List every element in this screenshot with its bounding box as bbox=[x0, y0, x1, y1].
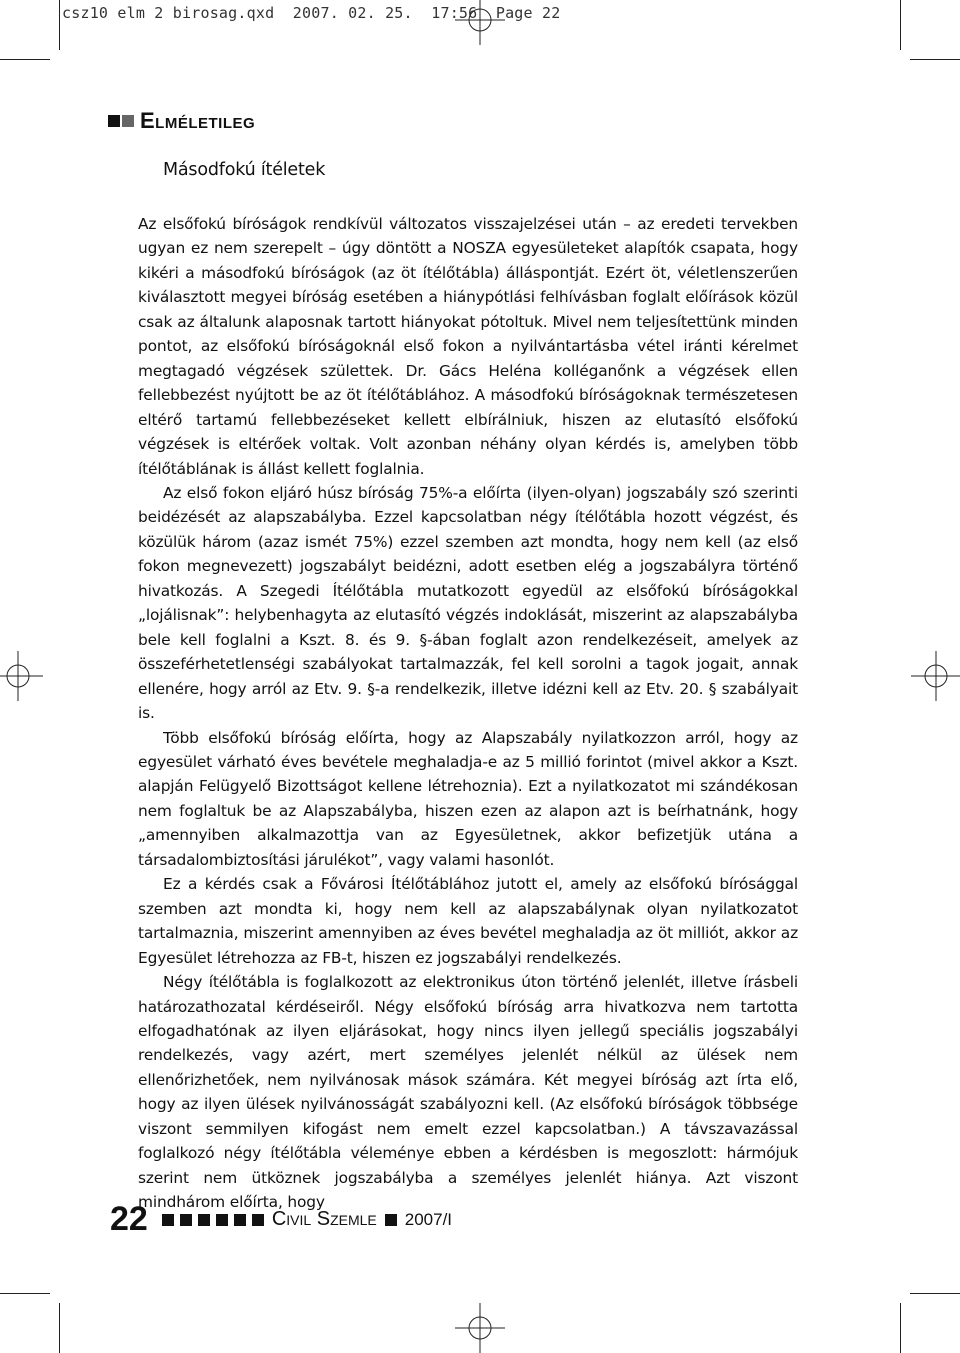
crop-mark-top-right-vertical bbox=[900, 0, 901, 50]
crop-mark-top-right-horizontal bbox=[910, 59, 960, 60]
square-bullet-icon bbox=[198, 1214, 210, 1226]
page-number: 22 bbox=[110, 1200, 148, 1238]
paragraph: Négy ítélőtábla is foglalkozott az elektronikus úton történő jelenlét, illetve írásbeli határozathozatal kérdéseiről. Négy elsőfokú bíróság arra hivatkozva nem tartotta elfogadhatónak az ilyen eljárásokat, hogy nincs ilyen jellegű speciális jogszabályi rendelkezés, vagy azért, mert személyes jelenlét nélkül az ülések nem ellenőrizhetőek, nem nyilvánosak mások számára. Két megyei bíróság azt írta elő, hogy az ilyen ülések nyilvánosságát szabályozni kell. (Az elsőfokú bíróságok többsége viszont semmilyen kifogást nem emelt ezzel kapcsolatban.) A távszavazással foglalkozó négy ítélőtábla véleménye ebben a kérdésben is megoszlott: hármójuk szerint nem ütköznek jogszabályba a személyes jelenlét hiánya. Azt viszont mindhárom előírta, hogy bbox=[138, 973, 798, 1212]
crop-mark-bottom-right-vertical bbox=[900, 1303, 901, 1353]
journal-name: Civil Szemle bbox=[271, 1208, 377, 1230]
registration-mark-bottom bbox=[455, 1303, 505, 1353]
file-slug-line: csz10 elm 2 birosag.qxd 2007. 02. 25. 17:56 Page 22 bbox=[62, 4, 561, 22]
square-bullet-icon bbox=[385, 1214, 397, 1226]
section-heading bbox=[108, 108, 255, 134]
page-footer bbox=[110, 1200, 452, 1239]
square-bullet-icon bbox=[180, 1214, 192, 1226]
registration-mark-right bbox=[911, 651, 960, 701]
registration-mark-left bbox=[0, 651, 43, 701]
paragraph: Az elsőfokú bíróságok rendkívül változatos visszajelzései után – az eredeti tervekben ugyan ez nem szerepelt – úgy döntött a NOSZA egyesületeket alapítók csapata, hogy kikéri a másodfokú bíróságok (az öt ítélőtábla) álláspontját. Ezért öt, véletlenszerűen kiválasztott megyei bíróság esetében a hiánypótlási felhívásban foglalt előírások közül csak az általunk alaposnak tartott hiányokat pótoltuk. Mivel nem teljesítettünk minden pontot, az elsőfokú bíróságoknál első fokon a nyilvántartásba vétel iránti kérelmet megtagadó végzések születtek. Dr. Gács Heléna kolléganőnk a végzések ellen fellebbezést nyújtott be az öt ítélőtáblához. A másodfokú bíróságoknak természetesen eltérő tartamú fellebbezéseket kellett elbírálniuk, hiszen az elutasító elsőfokú végzések is eltérőek voltak. Volt azonban néhány olyan kérdés is, amelyben több ítélőtáblának is állást kellett foglalnia. bbox=[138, 215, 798, 478]
paragraph: Ez a kérdés csak a Fővárosi Ítélőtáblához jutott el, amely az elsőfokú bírósággal szemben azt mondta ki, hogy nem kell az alapszabálynak olyan nyilatkozatot tartalmaznia, miszerint amennyiben az éves bevétel meghaladja az öt milliót, akkor az Egyesület létrehozza az FB-t, hiszen ez jogszabályi rendelkezés. bbox=[138, 875, 798, 967]
paragraph: Több elsőfokú bíróság előírta, hogy az Alapszabály nyilatkozzon arról, hogy az egyesület várható éves bevétele meghaladja-e az 5 millió forintot (mivel akkor a Kszt. alapján Felügyelő Bizottságot kellene létrehoznia). Ezt a nyilatkozatot mi szándékosan nem foglaltuk be az Alapszabályba, hiszen ezen az alapon azt is beírhatnánk, hogy „amennyiben alkalmazottja van az Egyesületnek, akkor befizetjük utána a társadalombiztosítási járulékot”, vagy valami hasonlót. bbox=[138, 728, 798, 869]
crop-mark-bottom-right-horizontal bbox=[910, 1293, 960, 1294]
crop-mark-bottom-left-vertical bbox=[59, 1303, 60, 1353]
registration-mark-top bbox=[455, 0, 505, 45]
square-bullet-icon bbox=[234, 1214, 246, 1226]
square-bullet-icon bbox=[122, 115, 134, 127]
article-title: Másodfokú ítéletek bbox=[163, 160, 326, 180]
section-label: Elméletileg bbox=[140, 108, 256, 133]
issue-number: 2007/I bbox=[404, 1209, 453, 1229]
square-bullet-icon bbox=[252, 1214, 264, 1226]
crop-mark-bottom-left-horizontal bbox=[0, 1293, 50, 1294]
square-bullet-icon bbox=[216, 1214, 228, 1226]
paragraph: Az első fokon eljáró húsz bíróság 75%-a előírta (ilyen-olyan) jogszabály szó szerinti beidézését az alapszabályba. Ezzel kapcsolatban négy ítélőtábla hozott végzést, és közülük három (azaz ismét 75%) ezzel szemben azt mondta, hogy nem kell (az első fokon megnevezett) jogszabályt beidézni, adott esetben elég a jogszabályra történő hivatkozás. A Szegedi Ítélőtábla mutatkozott egyedül az elsőfokú bíróságokkal „lojálisnak”: helybenhagyta az elutasító végzés indoklását, miszerint az alapszabályba bele kell foglalni a Kszt. 8. és 9. §-ában foglalt azon rendelkezéseit, amelyek az összeférhetetlenségi szabályokat tartalmazzák, fel kell sorolni a tagok jogait, annak ellenére, hogy arról az Etv. 9. §-a rendelkezik, illetve idézni kell az Etv. 20. § szabályait is. bbox=[138, 483, 798, 723]
article-body bbox=[138, 212, 798, 1215]
square-bullet-icon bbox=[108, 115, 120, 127]
crop-mark-top-left-horizontal bbox=[0, 59, 50, 60]
square-bullet-icon bbox=[162, 1214, 174, 1226]
crop-mark-top-left-vertical bbox=[59, 0, 60, 50]
